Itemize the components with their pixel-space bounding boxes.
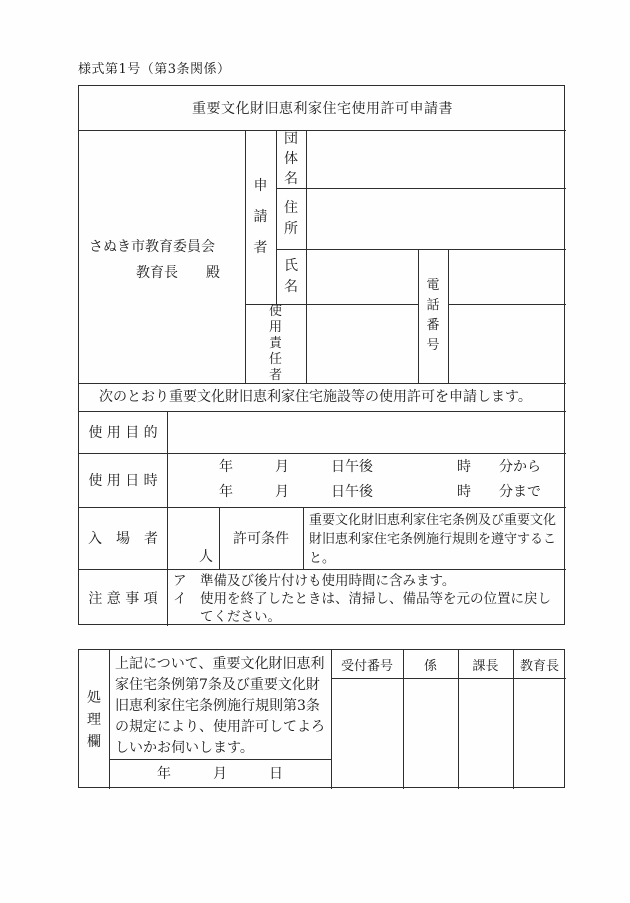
address-value-cell — [306, 188, 566, 249]
name-label: 氏名 — [284, 257, 298, 295]
applicant-section-label: 申請者 — [253, 177, 268, 256]
applicant-section-cell — [245, 130, 276, 304]
notes-label: 注 意 事 項 — [88, 590, 158, 607]
datetime-from-line: 年 月 日午後 時 分から — [219, 459, 541, 475]
use-datetime-cell — [167, 453, 566, 507]
use-datetime-label: 使 用 日 時 — [88, 473, 158, 489]
superintendent-header: 教育長 — [519, 658, 559, 674]
notes-cell — [167, 569, 566, 626]
phone-number-label: 電話番号 — [426, 278, 440, 353]
staff-value-cell — [403, 678, 458, 789]
intro-sentence: 次のとおり重要文化財旧恵利家住宅施設等の使用許可を申請します。 — [99, 389, 532, 405]
phone-value-cell-top — [448, 249, 566, 304]
phone-number-label-cell — [418, 249, 448, 383]
org-name-value-cell — [306, 130, 566, 188]
staff-header: 係 — [423, 658, 437, 674]
addressee-line1: さぬき市教育委員会 — [89, 239, 215, 255]
permit-conditions-label: 許可条件 — [233, 531, 289, 547]
application-form-table — [78, 85, 565, 625]
purpose-value-cell — [167, 411, 566, 453]
superintendent-value-cell — [513, 678, 566, 789]
org-name-label: 団体名 — [284, 131, 298, 187]
attendees-count-cell — [167, 507, 219, 569]
processing-date-line: 年 月 日 — [157, 766, 283, 782]
name-value-cell — [306, 249, 418, 304]
responsible-person-label: 使用責任者 — [268, 303, 282, 383]
permit-conditions-text: 重要文化財旧恵利家住宅条例及び重要文化財旧恵利家住宅条例施行規則を遵守すること。 — [309, 513, 557, 566]
receipt-number-value-cell — [331, 678, 403, 789]
processing-table — [78, 649, 565, 788]
phone-value-cell-bottom — [448, 304, 566, 383]
note-item: イ 使用を終了したときは、清掃し、備品等を元の位置に戻してください。 — [173, 591, 551, 625]
org-name-label-cell — [276, 130, 306, 188]
responsible-person-label-cell — [245, 304, 306, 383]
attendees-label: 入 場 者 — [88, 531, 158, 547]
processing-column-label: 処理欄 — [87, 689, 101, 750]
responsible-person-value-cell — [306, 304, 418, 383]
processing-column-cell — [79, 650, 109, 789]
processing-request-text: 上記について、重要文化財旧恵利家住宅条例第7条及び重要文化財旧恵利家住宅条例施行規則第3条の規定により、使用許可してよろしいかお伺いします。 — [115, 656, 325, 756]
note-item: ア 準備及び後片付けも使用時間に含みます。 — [173, 573, 456, 589]
form-title: 重要文化財旧恵利家住宅使用許可申請書 — [192, 101, 453, 117]
address-label: 住所 — [284, 199, 298, 237]
attendees-unit: 人 — [199, 549, 213, 565]
name-label-cell — [276, 249, 306, 304]
form-number-label: 様式第1号（第3条関係） — [78, 62, 231, 77]
address-label-cell — [276, 188, 306, 249]
section-chief-header: 課長 — [472, 658, 499, 674]
purpose-label: 使 用 目 的 — [88, 425, 158, 441]
section-chief-value-cell — [458, 678, 513, 789]
addressee-line2: 教育長 殿 — [136, 265, 220, 281]
datetime-to-line: 年 月 日午後 時 分まで — [219, 484, 541, 500]
receipt-number-header: 受付番号 — [340, 658, 393, 674]
